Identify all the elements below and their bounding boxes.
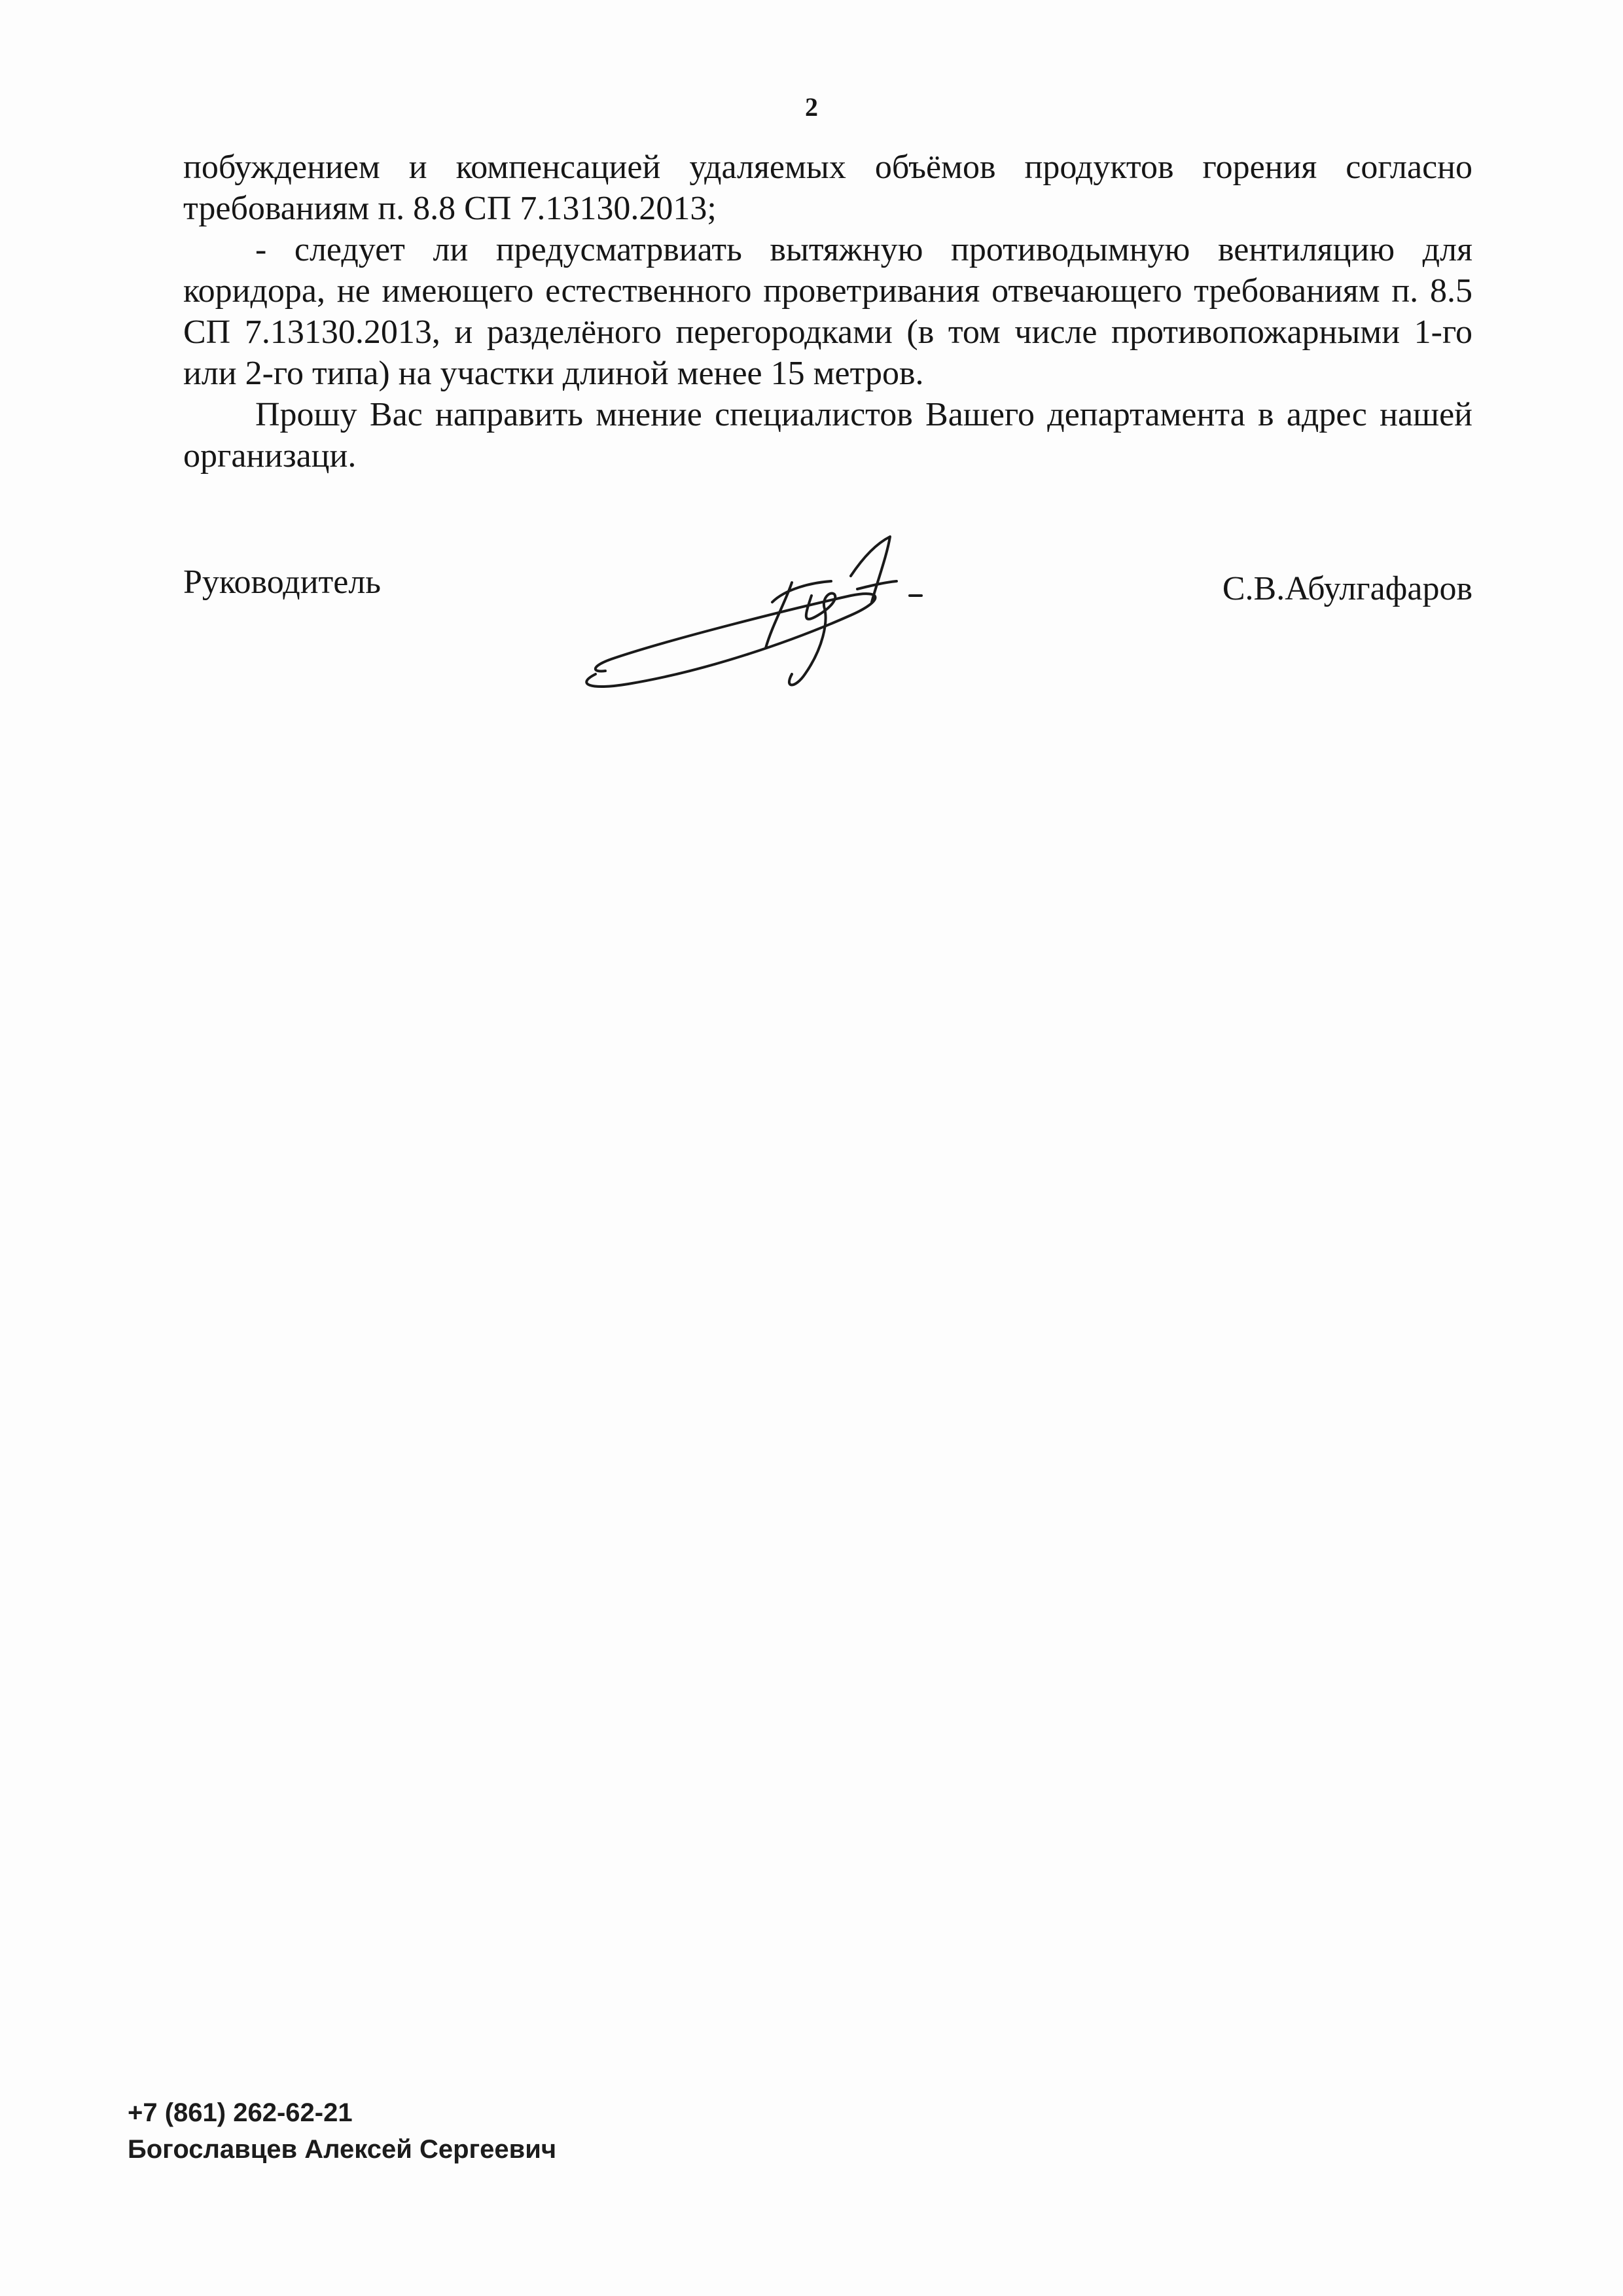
contact-block <box>128 2094 556 2168</box>
paragraph-question: - следует ли предусматрвиать вытяжную противодымную вентиляцию для коридора, не имеющего естественного проветривания отвечающего требованиям п. 8.5 СП 7.13130.2013, и разделёного перегородками (в том числе противопожарными 1-го или 2-го типа) на участки длиной менее 15 метров. <box>183 231 1472 392</box>
paragraph-continuation: побуждением и компенсацией удаляемых объёмов продуктов горения согласно требованиям п. 8.8 СП 7.13130.2013; <box>183 149 1472 227</box>
paragraph-request: Прошу Вас направить мнение специалистов Вашего департамента в адрес нашей организаци. <box>183 396 1472 475</box>
handwritten-signature <box>576 517 995 700</box>
signer-title: Руководитель <box>183 564 381 601</box>
letter-body <box>183 147 1472 476</box>
contact-person: Богославцев Алексей Сергеевич <box>128 2135 557 2164</box>
contact-phone: +7 (861) 262-62-21 <box>128 2098 353 2127</box>
page-number: 2 <box>805 92 818 122</box>
signer-name: С.В.Абулгафаров <box>1222 570 1472 607</box>
